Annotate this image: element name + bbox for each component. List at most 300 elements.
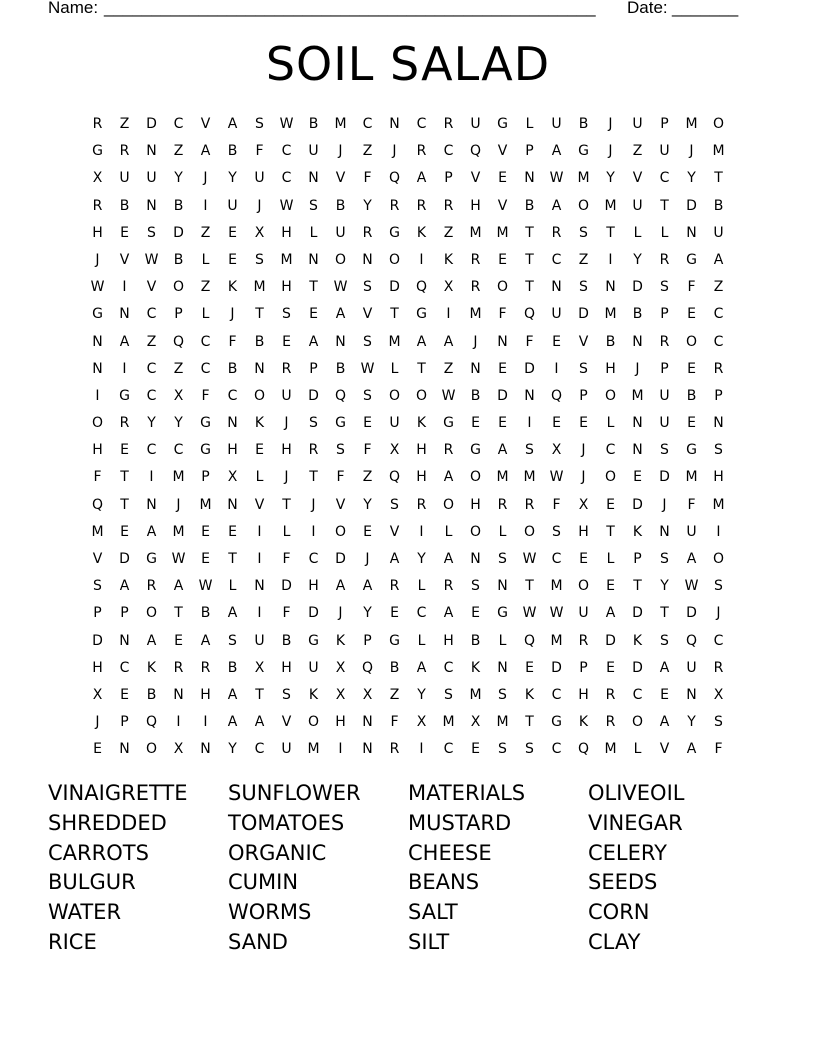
grid-letter: T (174, 605, 183, 622)
grid-letter: N (308, 251, 319, 268)
grid-letter: B (335, 360, 346, 377)
grid-letter: Z (146, 333, 157, 350)
grid-letter: I (608, 251, 613, 268)
grid-letter: P (93, 605, 102, 622)
grid-letter: Y (417, 686, 426, 703)
grid-letter: V (497, 197, 508, 214)
grid-letter: O (91, 415, 104, 432)
grid-letter: B (470, 387, 481, 404)
grid-letter: C (146, 360, 157, 377)
grid-letter: J (581, 442, 586, 459)
grid-letter: O (523, 523, 536, 540)
grid-letter: M (685, 116, 698, 132)
grid-letter: K (578, 714, 589, 731)
grid-letter: J (473, 333, 478, 350)
word-bank-item: CHEESE (408, 840, 492, 865)
grid-letter: N (686, 686, 697, 703)
grid-letter: A (551, 143, 562, 160)
grid-letter: U (632, 116, 643, 132)
grid-letter: X (578, 496, 589, 513)
grid-letter: E (228, 523, 237, 540)
grid-letter: R (92, 197, 103, 214)
grid-letter: A (119, 578, 130, 595)
grid-letter: F (363, 170, 372, 187)
grid-letter: Y (363, 605, 372, 622)
grid-letter: Z (362, 469, 373, 486)
grid-letter: R (470, 279, 481, 296)
grid-letter: B (308, 116, 319, 132)
grid-letter: B (254, 333, 265, 350)
grid-letter: I (122, 360, 127, 377)
grid-letter: U (146, 170, 157, 187)
word-bank-item: CLAY (588, 929, 641, 954)
grid-letter: V (281, 714, 292, 731)
grid-letter: W (360, 360, 375, 377)
grid-letter: T (120, 496, 129, 513)
grid-letter: I (149, 469, 154, 486)
grid-letter: I (311, 523, 316, 540)
grid-letter: T (309, 469, 318, 486)
grid-letter: M (712, 496, 725, 513)
grid-letter: B (227, 143, 238, 160)
grid-letter: N (524, 170, 535, 187)
grid-letter: E (579, 415, 588, 432)
grid-letter: R (443, 197, 454, 214)
grid-letter: Y (633, 251, 642, 268)
grid-letter: C (200, 360, 211, 377)
grid-letter: B (632, 306, 643, 323)
grid-letter: G (551, 714, 562, 731)
grid-letter: H (227, 442, 238, 459)
grid-letter: T (633, 578, 642, 595)
grid-letter: V (470, 170, 481, 187)
grid-letter: Z (389, 686, 400, 703)
grid-letter: W (684, 578, 699, 595)
grid-letter: F (687, 496, 696, 513)
word-bank-item: MUSTARD (408, 810, 512, 835)
grid-letter: N (362, 714, 373, 731)
grid-letter: I (95, 387, 100, 404)
grid-letter: L (417, 578, 426, 595)
grid-letter: N (254, 578, 265, 595)
grid-letter: O (712, 116, 725, 132)
grid-letter: E (633, 469, 642, 486)
grid-letter: J (95, 714, 100, 731)
grid-letter: I (716, 523, 721, 540)
grid-letter: D (497, 387, 508, 404)
grid-letter: R (119, 415, 130, 432)
grid-letter: R (497, 496, 508, 513)
grid-letter: A (362, 578, 373, 595)
grid-letter: K (254, 415, 265, 432)
grid-letter: X (335, 686, 346, 703)
grid-letter: S (579, 224, 588, 241)
grid-letter: E (309, 306, 318, 323)
grid-letter: M (253, 279, 266, 296)
grid-letter: X (416, 714, 427, 731)
grid-letter: D (605, 632, 616, 649)
grid-letter: P (525, 143, 534, 160)
grid-letter: E (579, 551, 588, 567)
grid-letter: A (443, 551, 454, 567)
grid-letter: Q (415, 279, 428, 296)
grid-letter: F (282, 551, 291, 567)
grid-letter: U (254, 170, 265, 187)
grid-letter: E (201, 551, 210, 567)
grid-letter: P (660, 306, 669, 323)
grid-letter: D (146, 116, 157, 132)
grid-letter: G (416, 306, 427, 323)
grid-letter: M (604, 741, 617, 758)
grid-letter: O (712, 551, 725, 567)
grid-letter: L (633, 741, 642, 758)
grid-letter: J (257, 197, 262, 214)
grid-letter: J (716, 605, 721, 622)
grid-letter: E (687, 360, 696, 377)
grid-letter: B (146, 686, 157, 703)
grid-letter: W (90, 279, 105, 296)
word-search-grid (84, 111, 732, 764)
grid-letter: N (362, 741, 373, 758)
grid-letter: C (443, 741, 454, 758)
grid-letter: L (309, 224, 318, 241)
grid-letter: H (281, 659, 292, 676)
grid-letter: T (120, 469, 129, 486)
grid-letter: H (416, 469, 427, 486)
grid-letter: A (227, 116, 238, 132)
worksheet-header (48, 0, 748, 21)
grid-letter: D (524, 360, 535, 377)
grid-letter: C (713, 333, 724, 350)
word-bank (48, 779, 768, 958)
grid-letter: G (497, 116, 508, 132)
grid-letter: U (335, 224, 346, 241)
grid-letter: N (524, 387, 535, 404)
grid-letter: D (632, 605, 643, 622)
grid-letter: W (441, 387, 456, 404)
grid-letter: U (308, 659, 319, 676)
grid-letter: G (686, 251, 697, 268)
grid-letter: S (525, 741, 534, 758)
grid-letter: E (687, 415, 696, 432)
grid-letter: K (632, 523, 643, 540)
grid-letter: L (606, 415, 615, 432)
grid-letter: V (659, 741, 670, 758)
grid-letter: N (632, 415, 643, 432)
grid-letter: R (578, 632, 589, 649)
grid-letter: O (307, 714, 320, 731)
grid-letter: T (228, 551, 237, 567)
grid-letter: N (659, 523, 670, 540)
grid-letter: H (92, 224, 103, 241)
grid-letter: B (686, 387, 697, 404)
grid-letter: E (471, 605, 480, 622)
date-label: Date: (627, 0, 668, 17)
grid-letter: C (281, 143, 292, 160)
grid-letter: L (444, 523, 453, 540)
grid-letter: E (498, 251, 507, 268)
grid-letter: H (713, 469, 724, 486)
grid-letter: R (281, 360, 292, 377)
grid-letter: H (92, 659, 103, 676)
grid-letter: X (92, 170, 103, 187)
grid-letter: R (416, 143, 427, 160)
grid-letter: X (389, 442, 400, 459)
grid-letter: Q (91, 496, 104, 513)
grid-letter: W (279, 197, 294, 214)
grid-letter: P (120, 605, 129, 622)
grid-letter: N (362, 251, 373, 268)
grid-letter: N (146, 496, 157, 513)
grid-letter: H (92, 442, 103, 459)
grid-letter: V (335, 170, 346, 187)
grid-letter: T (417, 360, 426, 377)
word-bank-item: SAND (228, 929, 288, 954)
word-bank-item: CUMIN (228, 870, 299, 895)
grid-letter: M (199, 496, 212, 513)
grid-letter: W (198, 578, 213, 595)
grid-letter: X (551, 442, 562, 459)
grid-letter: N (713, 415, 724, 432)
grid-letter: F (687, 279, 696, 296)
grid-letter: S (579, 360, 588, 377)
grid-letter: N (92, 333, 103, 350)
page-title: SOIL SALAD (265, 37, 551, 91)
grid-letter: U (659, 415, 670, 432)
grid-letter: U (659, 387, 670, 404)
grid-letter: W (144, 251, 159, 268)
grid-letter: O (577, 578, 590, 595)
grid-letter: C (443, 659, 454, 676)
grid-letter: P (363, 632, 372, 649)
grid-letter: M (631, 387, 644, 404)
grid-letter: B (173, 197, 184, 214)
grid-letter: I (446, 306, 451, 323)
grid-letter: C (416, 605, 427, 622)
grid-letter: N (119, 306, 130, 323)
grid-letter: A (686, 741, 697, 758)
word-bank-item: SILT (408, 929, 450, 954)
grid-letter: T (255, 306, 264, 323)
grid-letter: U (227, 197, 238, 214)
grid-letter: E (174, 632, 183, 649)
grid-letter: J (284, 415, 289, 432)
grid-letter: H (470, 197, 481, 214)
grid-letter: A (443, 333, 454, 350)
grid-letter: C (119, 659, 130, 676)
grid-letter: V (578, 333, 589, 350)
grid-letter: S (660, 551, 669, 567)
grid-letter: S (309, 415, 318, 432)
grid-letter: L (390, 360, 399, 377)
grid-letter: Q (361, 659, 374, 676)
grid-letter: B (119, 197, 130, 214)
grid-letter: R (443, 578, 454, 595)
grid-letter: B (713, 197, 724, 214)
grid-letter: P (714, 387, 723, 404)
grid-letter: J (392, 143, 397, 160)
grid-letter: T (525, 251, 534, 268)
grid-letter: F (201, 387, 210, 404)
grid-letter: W (279, 116, 294, 132)
grid-letter: R (92, 116, 103, 132)
grid-letter: O (415, 387, 428, 404)
grid-letter: W (549, 170, 564, 187)
grid-letter: F (498, 306, 507, 323)
grid-letter: S (282, 686, 291, 703)
grid-letter: D (659, 469, 670, 486)
grid-letter: R (173, 659, 184, 676)
grid-letter: C (146, 442, 157, 459)
grid-letter: P (444, 170, 453, 187)
name-blank-line: ____________________________________________________ (104, 0, 596, 17)
grid-letter: A (335, 578, 346, 595)
grid-letter: L (606, 551, 615, 567)
grid-letter: V (632, 170, 643, 187)
grid-letter: S (525, 442, 534, 459)
grid-letter: S (363, 387, 372, 404)
grid-letter: V (119, 251, 130, 268)
grid-letter: Z (362, 143, 373, 160)
grid-letter: T (606, 224, 615, 241)
grid-letter: M (523, 469, 536, 486)
grid-letter: P (201, 469, 210, 486)
grid-letter: A (335, 306, 346, 323)
grid-letter: Y (174, 170, 183, 187)
grid-letter: H (578, 686, 589, 703)
grid-letter: I (203, 714, 208, 731)
grid-letter: O (334, 251, 347, 268)
grid-letter: A (308, 333, 319, 350)
grid-letter: M (388, 333, 401, 350)
grid-letter: U (470, 116, 481, 132)
grid-letter: A (227, 605, 238, 622)
grid-letter: S (714, 442, 723, 459)
grid-letter: E (660, 686, 669, 703)
grid-letter: Y (687, 714, 696, 731)
grid-letter: R (659, 251, 670, 268)
grid-letter: C (713, 632, 724, 649)
grid-letter: C (173, 442, 184, 459)
grid-letter: H (416, 442, 427, 459)
grid-letter: C (146, 387, 157, 404)
word-bank-item: SUNFLOWER (228, 781, 361, 805)
grid-letter: A (659, 659, 670, 676)
word-bank-item: MATERIALS (408, 781, 526, 805)
grid-letter: J (662, 496, 667, 513)
grid-letter: M (442, 714, 455, 731)
grid-letter: X (173, 741, 184, 758)
grid-letter: G (308, 632, 319, 649)
grid-letter: F (714, 741, 723, 758)
grid-letter: S (228, 632, 237, 649)
grid-letter: I (257, 551, 262, 567)
grid-letter: Z (578, 251, 589, 268)
grid-letter: I (338, 741, 343, 758)
grid-letter: F (525, 333, 534, 350)
grid-letter: Z (443, 360, 454, 377)
grid-letter: A (227, 686, 238, 703)
grid-letter: G (119, 387, 130, 404)
grid-letter: B (227, 360, 238, 377)
grid-letter: C (551, 741, 562, 758)
grid-letter: D (281, 578, 292, 595)
grid-letter: U (578, 605, 589, 622)
grid-letter: B (281, 632, 292, 649)
grid-letter: A (227, 714, 238, 731)
grid-letter: E (93, 741, 102, 758)
grid-letter: G (200, 415, 211, 432)
grid-letter: E (228, 251, 237, 268)
grid-letter: N (497, 659, 508, 676)
grid-letter: N (470, 360, 481, 377)
grid-letter: E (120, 442, 129, 459)
grid-letter: O (334, 523, 347, 540)
grid-letter: U (308, 143, 319, 160)
grid-letter: P (579, 387, 588, 404)
grid-letter: J (581, 469, 586, 486)
grid-letter: M (550, 632, 563, 649)
grid-letter: X (173, 387, 184, 404)
grid-letter: R (308, 442, 319, 459)
grid-letter: A (389, 551, 400, 567)
grid-letter: U (254, 632, 265, 649)
grid-letter: Q (685, 632, 698, 649)
grid-letter: A (497, 442, 508, 459)
grid-letter: Y (363, 197, 372, 214)
grid-letter: R (200, 659, 211, 676)
grid-letter: T (660, 197, 669, 214)
grid-letter: Y (606, 170, 615, 187)
grid-letter: J (608, 143, 613, 160)
grid-letter: A (443, 469, 454, 486)
grid-letter: T (525, 224, 534, 241)
grid-letter: X (92, 686, 103, 703)
grid-letter: S (255, 251, 264, 268)
grid-letter: N (92, 360, 103, 377)
grid-letter: A (254, 714, 265, 731)
grid-letter: P (174, 306, 183, 323)
grid-letter: I (203, 197, 208, 214)
grid-letter: A (173, 578, 184, 595)
word-bank-item: SALT (408, 900, 458, 925)
grid-letter: L (633, 224, 642, 241)
grid-letter: E (390, 605, 399, 622)
grid-letter: C (659, 170, 670, 187)
grid-letter: M (577, 170, 590, 187)
grid-letter: M (172, 469, 185, 486)
grid-letter: N (551, 279, 562, 296)
grid-letter: N (119, 741, 130, 758)
grid-letter: N (497, 578, 508, 595)
grid-letter: E (606, 659, 615, 676)
grid-letter: X (470, 714, 481, 731)
grid-letter: P (579, 659, 588, 676)
grid-letter: S (444, 686, 453, 703)
grid-letter: H (281, 279, 292, 296)
grid-letter: M (307, 741, 320, 758)
word-bank-item: SHREDDED (48, 810, 167, 835)
grid-letter: A (200, 632, 211, 649)
grid-letter: V (335, 496, 346, 513)
grid-letter: E (498, 415, 507, 432)
grid-letter: I (122, 279, 127, 296)
grid-letter: J (608, 116, 613, 132)
grid-letter: S (660, 442, 669, 459)
grid-letter: G (389, 632, 400, 649)
grid-letter: S (660, 632, 669, 649)
grid-letter: G (578, 143, 589, 160)
